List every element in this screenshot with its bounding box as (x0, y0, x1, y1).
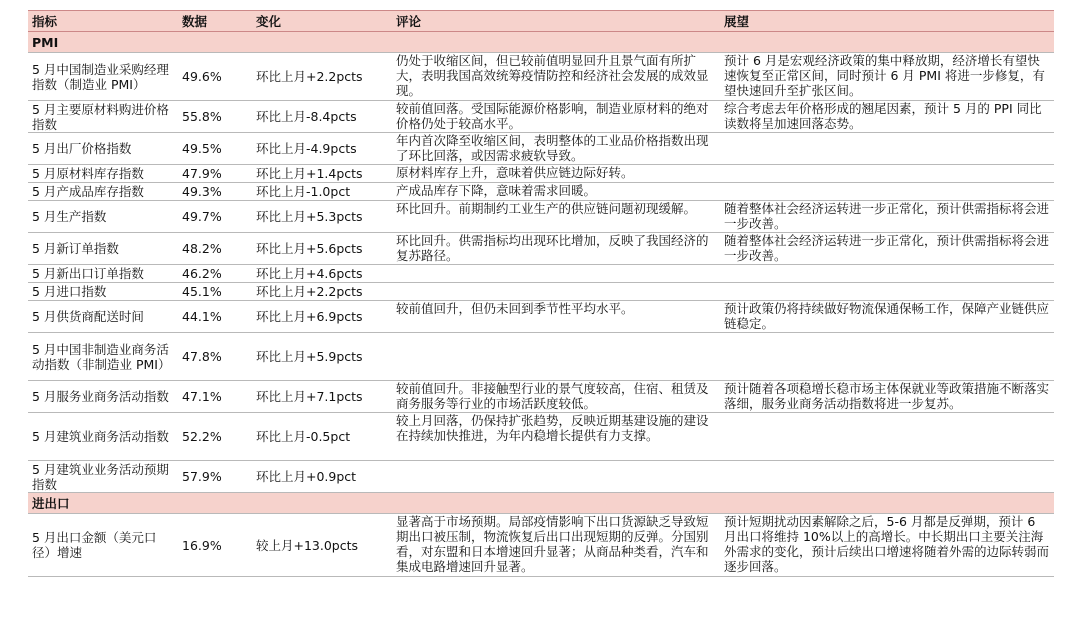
indicator-name: 5 月新出口订单指数 (28, 265, 178, 283)
indicator-value: 49.3% (178, 183, 252, 201)
indicator-name: 5 月原材料库存指数 (28, 165, 178, 183)
indicator-outlook (720, 283, 1054, 301)
table-row (28, 53, 1054, 101)
indicator-value: 47.1% (178, 381, 252, 413)
indicator-change: 环比上月+5.6pcts (252, 233, 392, 265)
indicator-name: 5 月供货商配送时间 (28, 301, 178, 333)
section-header-row (28, 32, 1054, 53)
indicator-value: 44.1% (178, 301, 252, 333)
indicator-outlook (720, 265, 1054, 283)
indicator-change: 环比上月+2.2pcts (252, 283, 392, 301)
indicator-value: 48.2% (178, 233, 252, 265)
indicator-outlook: 预计 6 月是宏观经济政策的集中释放期，经济增长有望快速恢复至正常区间，同时预计 6 月 PMI 将进一步修复，有望快速回升至扩张区间。 (720, 53, 1054, 101)
indicator-change: 环比上月+0.9pct (252, 461, 392, 493)
indicator-change: 环比上月-1.0pct (252, 183, 392, 201)
indicator-name: 5 月生产指数 (28, 201, 178, 233)
indicator-value: 47.8% (178, 333, 252, 381)
indicator-comment (392, 283, 720, 301)
indicator-comment: 较前值回升，但仍未回到季节性平均水平。 (392, 301, 720, 333)
indicator-name: 5 月产成品库存指数 (28, 183, 178, 201)
section-title: 进出口 (28, 493, 1054, 514)
header-outlook: 展望 (720, 11, 1054, 32)
table-row (28, 183, 1054, 201)
indicator-name: 5 月出厂价格指数 (28, 133, 178, 165)
table-row (28, 514, 1054, 577)
indicator-change: 环比上月+2.2pcts (252, 53, 392, 101)
data-table-container (28, 10, 1054, 577)
indicator-comment: 原材料库存上升，意味着供应链边际好转。 (392, 165, 720, 183)
indicator-change: 环比上月-4.9pcts (252, 133, 392, 165)
indicator-comment: 较前值回落。受国际能源价格影响，制造业原材料的绝对价格仍处于较高水平。 (392, 101, 720, 133)
indicator-value: 45.1% (178, 283, 252, 301)
indicator-change: 较上月+13.0pcts (252, 514, 392, 577)
table-row (28, 283, 1054, 301)
indicator-comment (392, 333, 720, 381)
indicator-change: 环比上月+7.1pcts (252, 381, 392, 413)
indicator-comment: 显著高于市场预期。局部疫情影响下出口货源缺乏导致短期出口被压制，物流恢复后出口出现短期的反弹。分国别看，对东盟和日本增速回升显著；从商品种类看，汽车和集成电路增速回升显著。 (392, 514, 720, 577)
indicator-outlook: 预计短期扰动因素解除之后，5-6 月都是反弹期，预计 6 月出口将维持 10%以上的高增长。中长期出口主要关注海外需求的变化，预计后续出口增速将随着外需的边际转弱而逐步回落。 (720, 514, 1054, 577)
indicator-change: 环比上月+1.4pcts (252, 165, 392, 183)
indicator-outlook (720, 413, 1054, 461)
indicator-comment: 产成品库存下降，意味着需求回暖。 (392, 183, 720, 201)
indicator-name: 5 月进口指数 (28, 283, 178, 301)
indicator-value: 47.9% (178, 165, 252, 183)
table-row (28, 461, 1054, 493)
indicator-outlook (720, 165, 1054, 183)
indicator-value: 55.8% (178, 101, 252, 133)
indicator-value: 49.7% (178, 201, 252, 233)
indicator-value: 49.5% (178, 133, 252, 165)
indicator-name: 5 月中国非制造业商务活动指数（非制造业 PMI） (28, 333, 178, 381)
indicator-value: 57.9% (178, 461, 252, 493)
indicator-name: 5 月主要原材料购进价格指数 (28, 101, 178, 133)
indicator-comment: 环比回升。供需指标均出现环比增加，反映了我国经济的复苏路径。 (392, 233, 720, 265)
indicator-change: 环比上月+4.6pcts (252, 265, 392, 283)
indicator-value: 49.6% (178, 53, 252, 101)
table-row (28, 301, 1054, 333)
indicator-table (28, 10, 1054, 577)
indicator-outlook (720, 133, 1054, 165)
table-row (28, 133, 1054, 165)
header-indicator: 指标 (28, 11, 178, 32)
header-comment: 评论 (392, 11, 720, 32)
table-row (28, 165, 1054, 183)
indicator-name: 5 月建筑业商务活动指数 (28, 413, 178, 461)
indicator-name: 5 月出口金额（美元口径）增速 (28, 514, 178, 577)
indicator-outlook (720, 461, 1054, 493)
section-header-row (28, 493, 1054, 514)
indicator-outlook (720, 183, 1054, 201)
indicator-name: 5 月建筑业业务活动预期指数 (28, 461, 178, 493)
table-row (28, 265, 1054, 283)
indicator-value: 52.2% (178, 413, 252, 461)
indicator-comment: 环比回升。前期制约工业生产的供应链问题初现缓解。 (392, 201, 720, 233)
indicator-comment (392, 265, 720, 283)
indicator-outlook: 预计政策仍将持续做好物流保通保畅工作，保障产业链供应链稳定。 (720, 301, 1054, 333)
indicator-comment (392, 461, 720, 493)
indicator-outlook (720, 333, 1054, 381)
indicator-change: 环比上月-8.4pcts (252, 101, 392, 133)
indicator-outlook: 综合考虑去年价格形成的翘尾因素，预计 5 月的 PPI 同比读数将呈加速回落态势。 (720, 101, 1054, 133)
indicator-value: 16.9% (178, 514, 252, 577)
indicator-name: 5 月新订单指数 (28, 233, 178, 265)
indicator-value: 46.2% (178, 265, 252, 283)
table-row (28, 101, 1054, 133)
section-title: PMI (28, 32, 1054, 53)
header-change: 变化 (252, 11, 392, 32)
indicator-comment: 较上月回落，仍保持扩张趋势，反映近期基建设施的建设在持续加快推进，为年内稳增长提供有力支撑。 (392, 413, 720, 461)
indicator-change: 环比上月+5.3pcts (252, 201, 392, 233)
table-body (28, 32, 1054, 577)
indicator-outlook: 随着整体社会经济运转进一步正常化，预计供需指标将会进一步改善。 (720, 233, 1054, 265)
indicator-change: 环比上月+5.9pcts (252, 333, 392, 381)
table-row (28, 233, 1054, 265)
indicator-comment: 年内首次降至收缩区间，表明整体的工业品价格指数出现了环比回落，或因需求疲软导致。 (392, 133, 720, 165)
indicator-change: 环比上月+6.9pcts (252, 301, 392, 333)
indicator-name: 5 月中国制造业采购经理指数（制造业 PMI） (28, 53, 178, 101)
indicator-outlook: 预计随着各项稳增长稳市场主体保就业等政策措施不断落实落细，服务业商务活动指数将进一步复苏。 (720, 381, 1054, 413)
table-row (28, 413, 1054, 461)
indicator-comment: 较前值回升。非接触型行业的景气度较高，住宿、租赁及商务服务等行业的市场活跃度较低。 (392, 381, 720, 413)
table-row (28, 381, 1054, 413)
header-data: 数据 (178, 11, 252, 32)
table-row (28, 201, 1054, 233)
table-row (28, 333, 1054, 381)
indicator-name: 5 月服务业商务活动指数 (28, 381, 178, 413)
indicator-outlook: 随着整体社会经济运转进一步正常化，预计供需指标将会进一步改善。 (720, 201, 1054, 233)
table-header-row (28, 11, 1054, 32)
indicator-change: 环比上月-0.5pct (252, 413, 392, 461)
indicator-comment: 仍处于收缩区间，但已较前值明显回升且景气面有所扩大，表明我国高效统筹疫情防控和经济社会发展的成效显现。 (392, 53, 720, 101)
